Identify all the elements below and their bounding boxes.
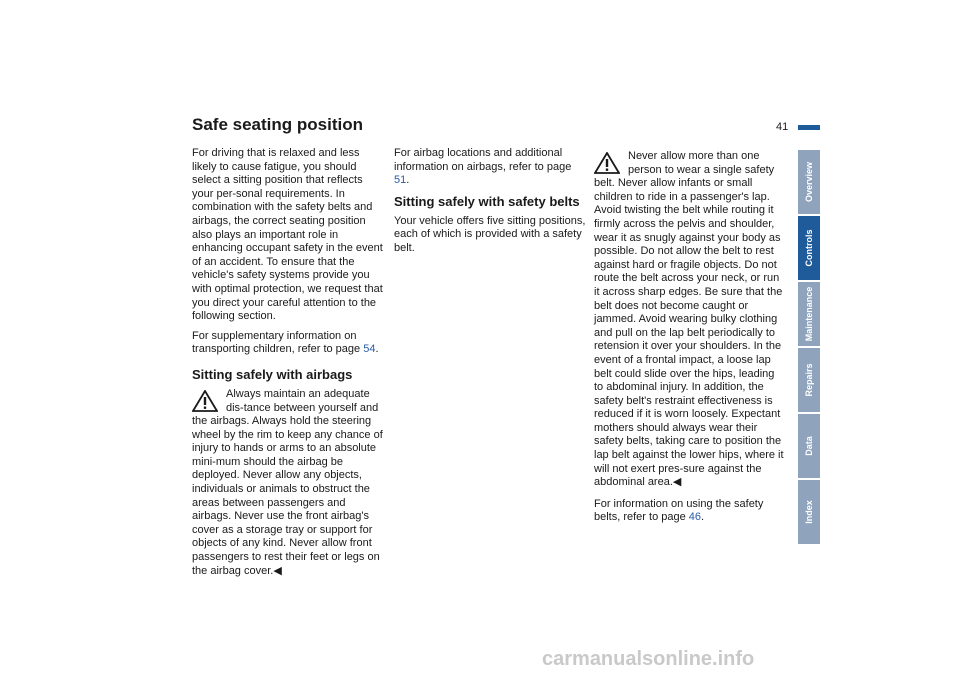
watermark: carmanualsonline.info <box>542 648 755 670</box>
belt-warning <box>594 150 786 490</box>
safety-belts-heading: Sitting safely with safety belts <box>394 193 580 209</box>
tab-repairs[interactable] <box>798 348 820 412</box>
end-marker: ◀ <box>273 564 282 577</box>
page-title: Safe seating position <box>192 115 363 134</box>
column-3 <box>594 150 786 531</box>
safety-belts-paragraph: Your vehicle offers five sitting positions, each of which is provided with a safety belt. <box>394 214 586 254</box>
period: . <box>375 343 379 356</box>
period: . <box>406 174 410 187</box>
airbag-warning <box>192 388 384 578</box>
page-number: 41 <box>776 121 789 133</box>
warning-icon <box>594 152 622 174</box>
tab-label: Repairs <box>804 363 814 397</box>
belt-info-paragraph <box>594 498 786 525</box>
tab-controls[interactable] <box>798 216 820 280</box>
column-2 <box>394 147 586 262</box>
airbag-heading: Sitting safely with airbags <box>192 366 353 382</box>
tab-data[interactable] <box>798 414 820 478</box>
supplementary-text: For supplementary information on transporting children, refer to page <box>192 329 364 356</box>
tab-overview[interactable] <box>798 150 820 214</box>
airbag-location-paragraph <box>394 147 586 188</box>
supplementary-paragraph <box>192 330 384 357</box>
tab-label: Data <box>804 436 814 456</box>
tab-maintenance[interactable] <box>798 282 820 346</box>
belt-warning-text: Never allow more than one person to wear a single safety belt. Never allow infants or small children to ride in a passenger's lap. Avoid twisting the belt while routing it firmly across the pelvis and shoulder, wear it as snugly against your body as possible. Do not allow the belt to rest against hard or fragile objects. Do not route the belt across your neck, or run it across sharp edges. Be sure that the belt does not become caught or jammed. Avoid wearing bulky clothing and pull on the lap belt periodically to retension it over your shoulders. In the event of a frontal impact, a loose lap belt could slide over the hips, leading to abdominal injury. In addition, the safety belt's restraint effectiveness is reduced if it is worn loosely. Expectant mothers should always wear their safety belts, taking care to position the lap belt against the lower hips, where it will not exert pres-sure against the abdominal area. <box>594 150 784 489</box>
intro-paragraph: For driving that is relaxed and less likely to cause fatigue, you should select a sitting position that reflects your per-sonal requirements. In combination with the safety belts and airbags, the correct seating position also plays an important role in enhancing occupant safety in the event of an accident. To ensure that the vehicle's safety systems provide you with optimal protection, we request that you direct your careful attention to the following section. <box>192 147 383 323</box>
tab-label: Index <box>804 500 814 524</box>
page-number-bar <box>798 125 820 130</box>
end-marker: ◀ <box>672 476 682 489</box>
page-54-link[interactable]: 54 <box>363 343 376 356</box>
section-tabs <box>798 150 820 546</box>
airbag-warning-text: Always maintain an adequate dis-tance between yourself and the airbags. Always hold the steering wheel by the rim to keep any chance of injury to hands or arms to an absolute mini-mum should the airbag be deployed. Never allow any objects, individuals or animals to obstruct the areas between passengers and airbags. Never use the front airbag's cover as a storage tray or support for objects of any kind. Never allow front passengers to rest their feet or legs on the airbag cover. <box>192 387 383 577</box>
tab-index[interactable] <box>798 480 820 544</box>
period: . <box>701 511 705 524</box>
belt-info-text: For information on using the safety belts, refer to page <box>594 497 764 524</box>
airbag-location-text: For airbag locations and additional information on airbags, refer to page <box>394 147 572 173</box>
tab-label: Maintenance <box>804 286 814 342</box>
page-46-link[interactable]: 46 <box>688 511 702 524</box>
warning-icon <box>192 390 220 412</box>
tab-label: Controls <box>804 229 814 267</box>
page-51-link[interactable]: 51 <box>394 174 407 187</box>
tab-label: Overview <box>804 161 814 203</box>
column-1 <box>192 147 384 578</box>
